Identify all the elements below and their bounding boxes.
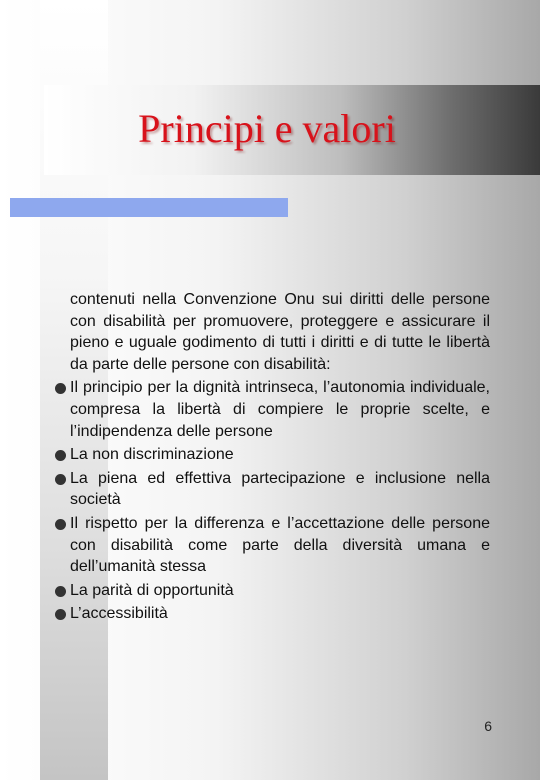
list-item xyxy=(52,603,490,625)
bullet-icon xyxy=(55,519,66,530)
bullet-icon xyxy=(55,474,66,485)
bullet-text: La piena ed effettiva partecipazione e inclusione nella società xyxy=(70,469,490,509)
list-item xyxy=(52,580,490,602)
bullet-icon xyxy=(55,450,66,461)
accent-bar xyxy=(10,198,288,217)
bullet-icon xyxy=(55,609,66,620)
list-item xyxy=(52,377,490,442)
intro-paragraph: contenuti nella Convenzione Onu sui diritti delle persone con disabilità per promuovere, proteggere e assicurare il pieno e uguale godimento di tutti i diritti e di tutte le libertà da parte delle persone con disabilità: xyxy=(70,291,490,373)
bullet-icon xyxy=(55,586,66,597)
list-item xyxy=(52,444,490,466)
bullet-list xyxy=(52,377,490,625)
page-number: 6 xyxy=(484,718,492,734)
slide-content xyxy=(52,289,490,627)
bullet-text: Il principio per la dignità intrinseca, l’autonomia individuale, compresa la libertà di compiere le proprie scelte, e l’indipendenza delle persone xyxy=(70,379,490,440)
bullet-text: Il rispetto per la differenza e l’accettazione delle persone con disabilità come parte della diversità umana e dell’umanità stessa xyxy=(70,514,490,576)
bullet-icon xyxy=(55,383,66,394)
bullet-text: L’accessibilità xyxy=(70,605,168,623)
list-item xyxy=(52,513,490,578)
list-item xyxy=(52,468,490,511)
slide-title: Principi e valori xyxy=(138,106,396,151)
bullet-text: La non discriminazione xyxy=(70,446,234,464)
bullet-text: La parità di opportunità xyxy=(70,581,234,599)
